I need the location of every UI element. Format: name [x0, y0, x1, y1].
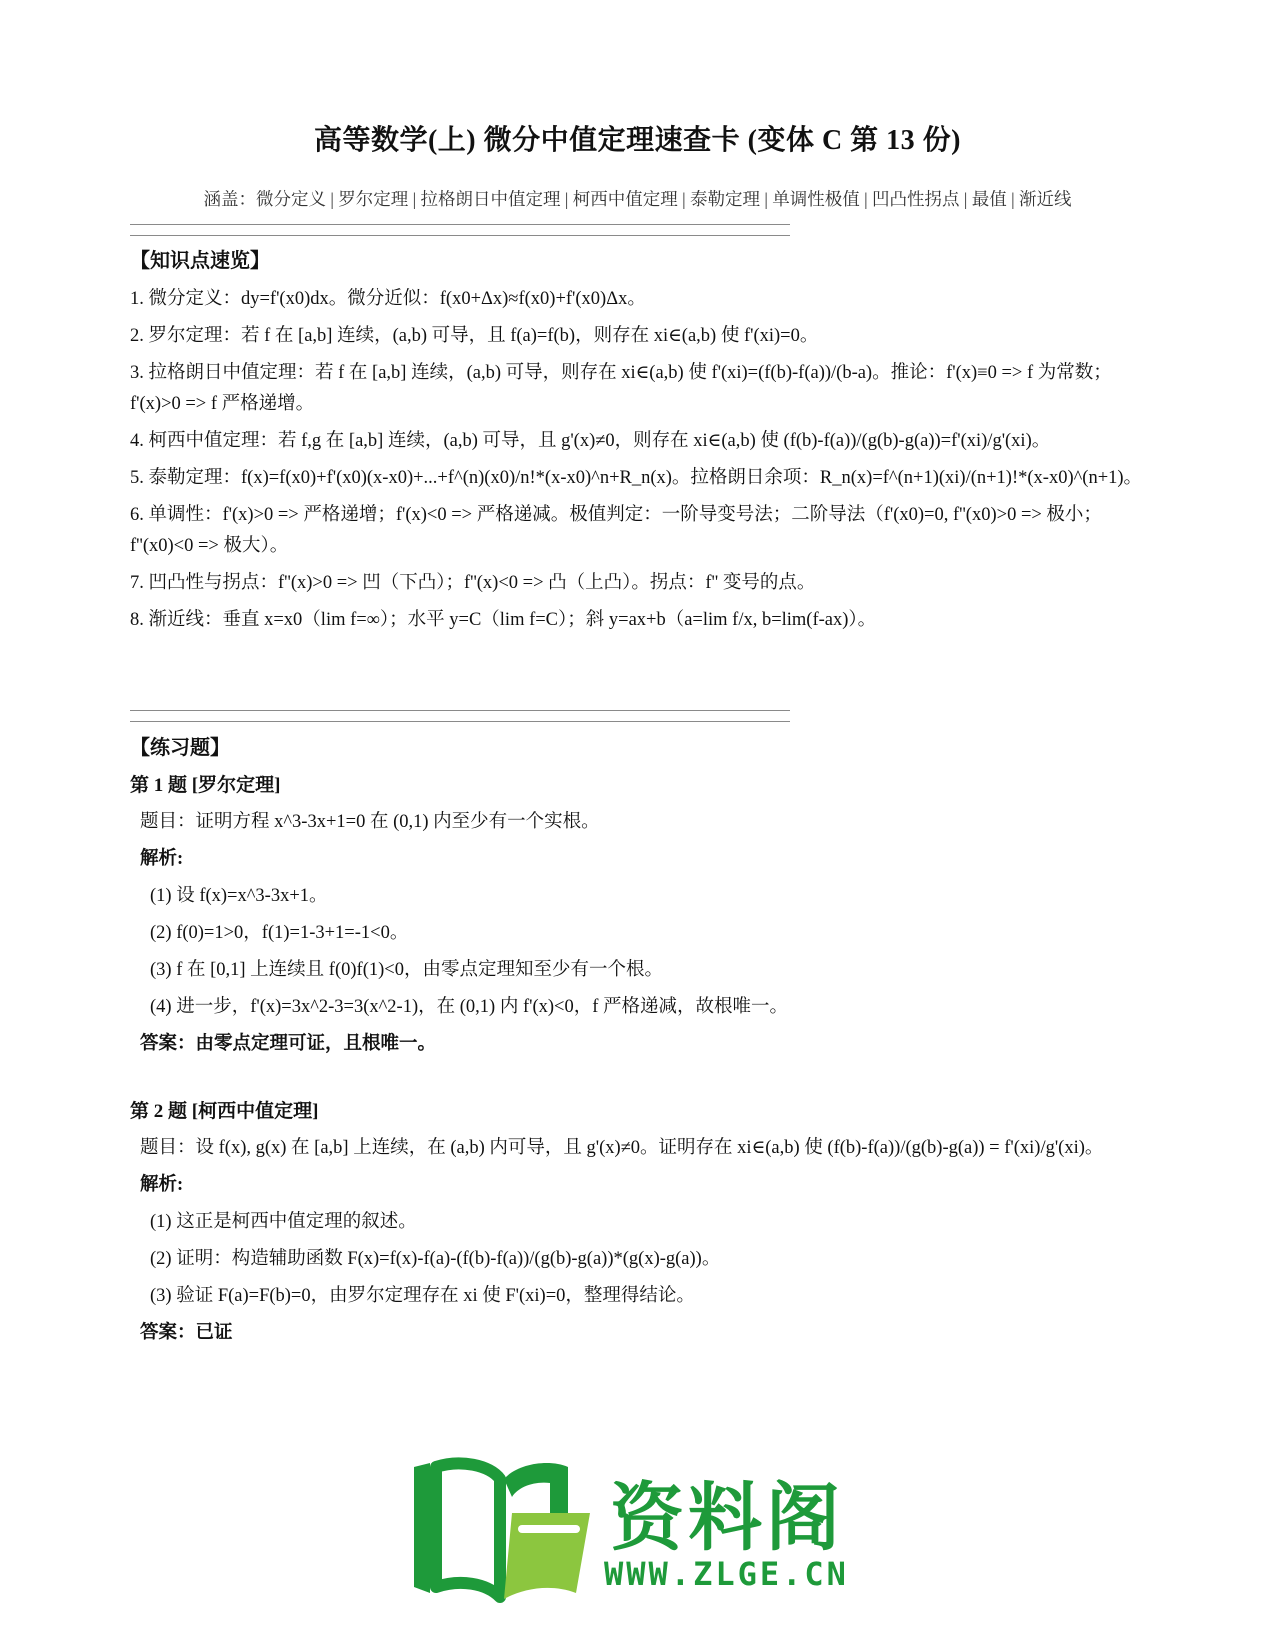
exercises-section: [130, 733, 1145, 1349]
knowledge-item: 5. 泰勒定理：f(x)=f(x0)+f'(x0)(x-x0)+...+f^(n)(x0)/n!*(x-x0)^n+R_n(x)。拉格朗日余项：R_n(x)=f^(n+1)(xi)/(n+1)!*(x-x0)^(n+1)。: [130, 468, 1143, 488]
divider-middle: [130, 710, 790, 722]
watermark-url: WWW.ZLGE.CN: [604, 1555, 849, 1593]
exercises-heading: 【练习题】: [130, 737, 230, 759]
knowledge-item: 1. 微分定义：dy=f'(x0)dx。微分近似：f(x0+Δx)≈f(x0)+f'(x0)Δx。: [130, 289, 646, 309]
topics-subtitle: 涵盖：微分定义 | 罗尔定理 | 拉格朗日中值定理 | 柯西中值定理 | 泰勒定理 | 单调性极值 | 凹凸性拐点 | 最值 | 渐近线: [203, 189, 1072, 209]
watermark-name: 资料阁: [610, 1475, 844, 1561]
question-2-step: (2) 证明：构造辅助函数 F(x)=f(x)-f(a)-(f(b)-f(a))/(g(b)-g(a))*(g(x)-g(a))。: [150, 1249, 721, 1269]
question-2-analysis-label: 解析:: [140, 1175, 184, 1195]
question-1-step: (4) 进一步，f'(x)=3x^2-3=3(x^2-1)，在 (0,1) 内 f'(x)<0，f 严格递减，故根唯一。: [150, 997, 788, 1017]
question-2-title: 第 2 题 [柯西中值定理]: [130, 1101, 319, 1122]
knowledge-heading: 【知识点速览】: [130, 250, 270, 272]
question-1-step: (1) 设 f(x)=x^3-3x+1。: [150, 886, 328, 906]
watermark-logo: [400, 1453, 880, 1603]
question-1-answer: 答案：由零点定理可证，且根唯一。: [140, 1034, 437, 1054]
question-2-step: (1) 这正是柯西中值定理的叙述。: [150, 1212, 417, 1232]
page-title: 高等数学(上) 微分中值定理速查卡 (变体 C 第 13 份): [313, 125, 962, 156]
knowledge-item: 7. 凹凸性与拐点：f''(x)>0 => 凹（下凸）；f''(x)<0 => 凸（上凸）。拐点：f'' 变号的点。: [130, 573, 816, 593]
divider-top: [130, 224, 790, 236]
knowledge-item: 2. 罗尔定理：若 f 在 [a,b] 连续，(a,b) 可导，且 f(a)=f(b)，则存在 xi∈(a,b) 使 f'(xi)=0。: [130, 326, 819, 346]
question-1-analysis-label: 解析:: [140, 849, 184, 869]
knowledge-item: 6. 单调性：f'(x)>0 => 严格递增；f'(x)<0 => 严格递减。极值判定：一阶导变号法；二阶导法（f'(x0)=0, f''(x0)>0 => 极小；f''(x0)<0 => 极大）。: [130, 505, 1102, 556]
knowledge-item: 3. 拉格朗日中值定理：若 f 在 [a,b] 连续，(a,b) 可导，则存在 xi∈(a,b) 使 f'(xi)=(f(b)-f(a))/(b-a)。推论：f'(x)≡0 => f 为常数；f'(x)>0 => f 严格递增。: [130, 363, 1112, 414]
knowledge-item: 8. 渐近线：垂直 x=x0（lim f=∞）；水平 y=C（lim f=C）；斜 y=ax+b（a=lim f/x, b=lim(f-ax)）。: [130, 610, 877, 630]
question-1-step: (2) f(0)=1>0，f(1)=1-3+1=-1<0。: [150, 923, 409, 943]
question-1-step: (3) f 在 [0,1] 上连续且 f(0)f(1)<0，由零点定理知至少有一个根。: [150, 960, 663, 980]
knowledge-item: 4. 柯西中值定理：若 f,g 在 [a,b] 连续，(a,b) 可导，且 g'(x)≠0，则存在 xi∈(a,b) 使 (f(b)-f(a))/(g(b)-g(a))=f'(xi)/g'(xi)。: [130, 431, 1051, 451]
question-2-problem: 题目：设 f(x), g(x) 在 [a,b] 上连续，在 (a,b) 内可导，且 g'(x)≠0。证明存在 xi∈(a,b) 使 (f(b)-f(a))/(g(b)-g(a)) = f'(xi)/g'(xi)。: [140, 1138, 1104, 1158]
question-2-step: (3) 验证 F(a)=F(b)=0，由罗尔定理存在 xi 使 F'(xi)=0，整理得结论。: [150, 1286, 695, 1306]
question-2-answer: 答案：已证: [140, 1323, 233, 1343]
question-1-problem: 题目：证明方程 x^3-3x+1=0 在 (0,1) 内至少有一个实根。: [140, 812, 600, 832]
question-1-title: 第 1 题 [罗尔定理]: [130, 775, 281, 796]
book-icon: [400, 1453, 600, 1603]
knowledge-section: [130, 246, 1145, 636]
